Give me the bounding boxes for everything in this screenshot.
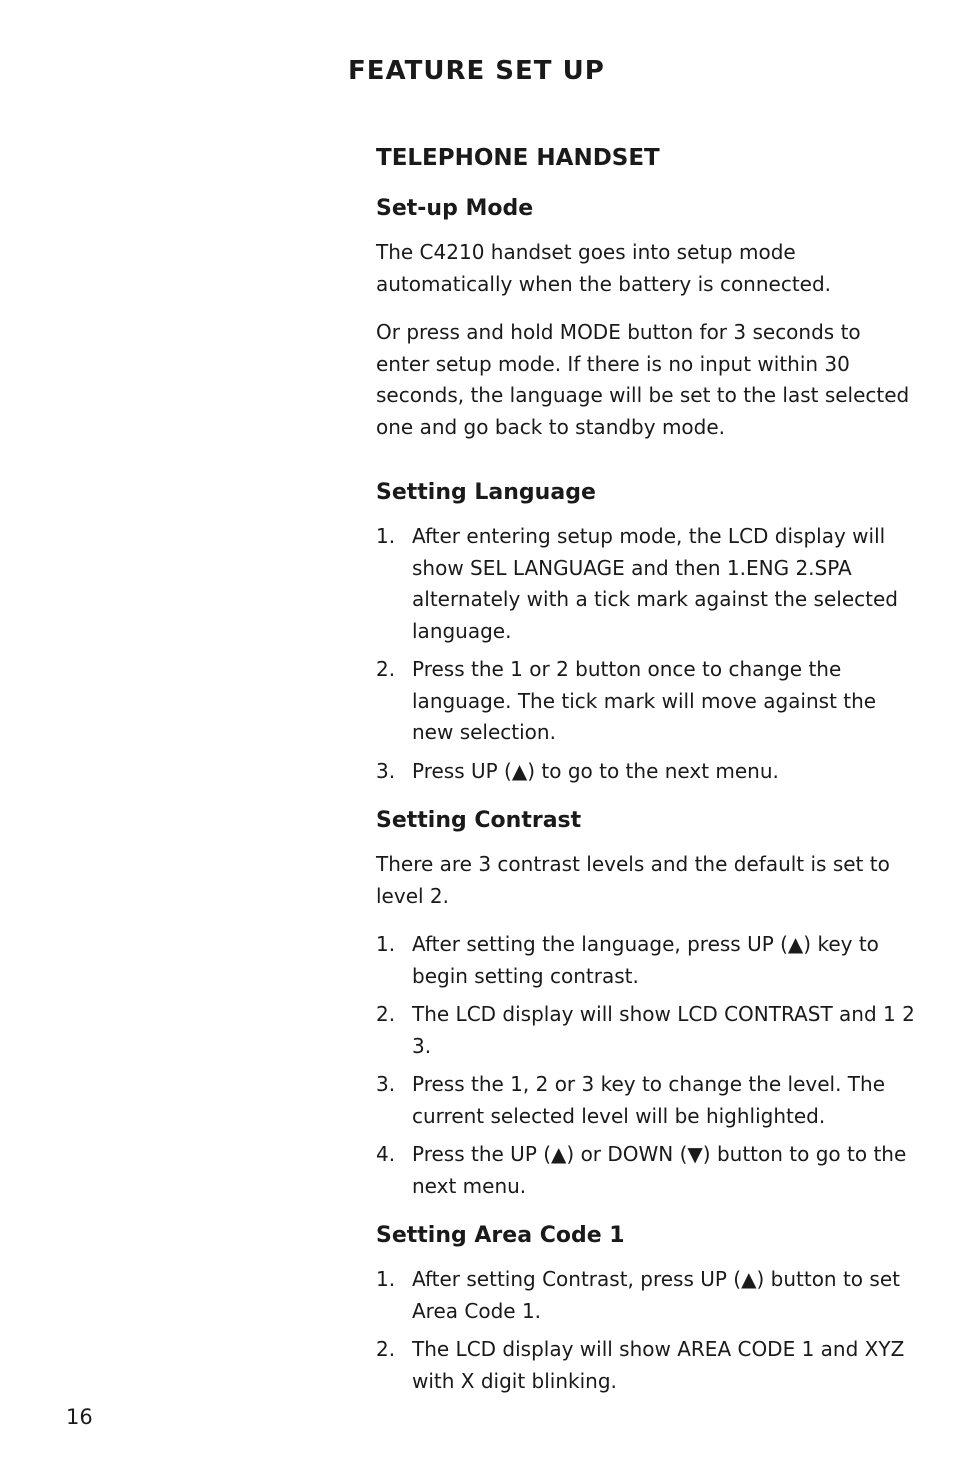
paragraph: Or press and hold MODE button for 3 seconds to enter setup mode. If there is no input within 30 seconds, the language will be set to the last selected one and go back to standby mode. (376, 320, 910, 439)
list-item (376, 1069, 916, 1132)
step-text: Press the 1, 2 or 3 key to change the level. The current selected level will be highlighted. (412, 1072, 886, 1128)
list-item (376, 756, 916, 788)
list-item (376, 999, 916, 1062)
step-number: 3. (376, 1072, 396, 1096)
contrast-heading: Setting Contrast (376, 808, 582, 833)
setup-mode-section (376, 193, 916, 443)
contrast-intro: There are 3 contrast levels and the default is set to level 2. (376, 852, 890, 908)
step-text: After setting Contrast, press UP (▲) button to set Area Code 1. (412, 1267, 900, 1323)
step-number: 1. (376, 524, 396, 548)
area-code-section (376, 1220, 916, 1397)
step-text: Press UP (▲) to go to the next menu. (412, 758, 779, 783)
step-text: After setting the language, press UP (▲) key to begin setting contrast. (412, 932, 879, 988)
language-heading: Setting Language (376, 480, 596, 505)
list-item (376, 521, 916, 647)
paragraph: The C4210 handset goes into setup mode automatically when the battery is connected. (376, 240, 832, 296)
contrast-section (376, 805, 916, 1202)
step-number: 1. (376, 932, 396, 956)
contrast-steps (376, 929, 916, 1202)
page-number: 16 (66, 1405, 93, 1429)
step-number: 1. (376, 1267, 396, 1291)
step-text: Press the 1 or 2 button once to change the language. The tick mark will move against the new selection. (412, 657, 877, 744)
main-content (376, 145, 916, 1415)
area-code-steps (376, 1264, 916, 1397)
step-number: 3. (376, 758, 396, 783)
language-steps (376, 521, 916, 787)
step-text: Press the UP (▲) or DOWN (▼) button to go to the next menu. (412, 1142, 907, 1198)
list-item (376, 929, 916, 992)
section-title: TELEPHONE HANDSET (376, 145, 660, 171)
page-title: FEATURE SET UP (348, 56, 605, 86)
step-number: 2. (376, 657, 396, 681)
step-text: After entering setup mode, the LCD display will show SEL LANGUAGE and then 1.ENG 2.SPA alternately with a tick mark against the selected language. (412, 524, 898, 643)
list-item (376, 654, 916, 749)
setup-mode-heading: Set-up Mode (376, 196, 534, 221)
step-text: The LCD display will show AREA CODE 1 and XYZ with X digit blinking. (412, 1337, 905, 1393)
step-number: 4. (376, 1142, 396, 1166)
step-number: 2. (376, 1337, 396, 1361)
list-item (376, 1139, 916, 1202)
list-item (376, 1334, 916, 1397)
area-code-heading: Setting Area Code 1 (376, 1223, 625, 1248)
step-number: 2. (376, 1002, 396, 1026)
step-text: The LCD display will show LCD CONTRAST and 1 2 3. (412, 1002, 915, 1058)
language-section (376, 477, 916, 787)
list-item (376, 1264, 916, 1327)
